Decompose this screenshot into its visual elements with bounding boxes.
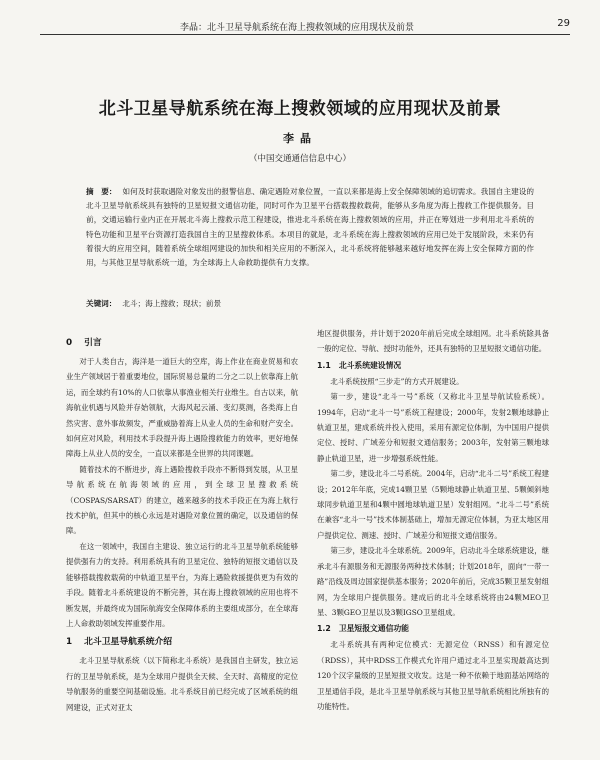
section-heading-beidou (66, 631, 298, 653)
section-number: 0 (66, 338, 73, 348)
paragraph: 北斗系统具有两种定位模式：无源定位（RNSS）和有源定位（RDSS），其中RDSS工作模式允许用户通过北斗卫星实现最高达到120个汉字量级的卫星短报文收发。这是一种不依赖于地面基站网络的卫星通信手段，是北斗卫星导航系统与其他卫星导航系统相比所独有的功能特性。 (317, 640, 549, 711)
page-number: 29 (557, 18, 570, 29)
section-number: 1 (66, 637, 73, 648)
subsection-number: 1.2 (317, 624, 331, 634)
subsection-title: 北斗系统建设情况 (338, 360, 402, 370)
paragraph: 第一步，建设“北斗一号”系统（又称北斗卫星导航试验系统）。1994年，启动“北斗一号”系统工程建设；2000年，发射2颗地球静止轨道卫星，建成系统并投入使用，采用有源定位体制，为中国用户提供定位、授时、广域差分和短报文通信服务；2003年，发射第三颗地球静止轨道卫星，进一步增强系统性能。 (317, 392, 549, 463)
section-title: 引言 (84, 338, 102, 348)
paper-title: 北斗卫星导航系统在海上搜救领域的应用现状及前景 (98, 99, 502, 119)
abstract-label: 摘 要： (86, 187, 117, 196)
section-title: 北斗卫星导航系统介绍 (84, 637, 173, 648)
paragraph: 北斗卫星导航系统（以下简称北斗系统）是我国自主研发，独立运行的卫星导航系统，是为全球用户提供全天候、全天时、高精度的定位导航服务的重要空间基础设施。北斗系统目前已经完成了区域系统的组网建设，正式对亚太 (66, 656, 298, 712)
subsection-heading-short-message (317, 620, 549, 637)
keywords (86, 297, 534, 311)
abstract (86, 185, 534, 270)
right-column (317, 326, 549, 714)
paragraph: 第二步，建设北斗二号系统。2004年，启动“北斗二号”系统工程建设；2012年年底，完成14颗卫星（5颗地球静止轨道卫星、5颗倾斜地球同步轨道卫星和4颗中圆地球轨道卫星）发射组网。“北斗二号”系统在兼容“北斗一号”技术体制基础上，增加无源定位体制，为亚太地区用户提供定位、测速、授时、广域差分和短报文通信服务。 (317, 469, 549, 540)
paragraph: 随着技术的不断进步，海上遇险搜救手段亦不断得到发展，从卫星导航系统在航海领域的应用，到全球卫星搜救系统（COSPAS/SARSAT）的建立，越来越多的技术手段正在为海上航行技术护航，但其中的核心永远是对遇险对象位置的确定，以及通信的保障。 (66, 464, 298, 536)
subsection-heading-construction (317, 357, 549, 374)
left-column (66, 332, 298, 715)
paragraph: 第三步，建设北斗全球系统。2009年，启动北斗全球系统建设，继承北斗有源服务和无源服务两种技术体制；计划2018年，面向“一带一路”沿线及周边国家提供基本服务；2020年前后，完成35颗卫星发射组网，为全球用户提供服务。建成后的北斗全球系统将由24颗MEO卫星、3颗GEO卫星以及3颗IGSO卫星组成。 (317, 546, 549, 617)
paragraph: 地区提供服务，并计划于2020年前后完成全球组网。北斗系统除具备一般的定位、导航、授时功能外，还具有独特的卫星短报文通信功能。 (317, 329, 549, 354)
section-heading-intro (66, 332, 298, 354)
author: 李晶 (283, 132, 317, 145)
running-header-text: 李晶：北斗卫星导航系统在海上搜救领域的应用现状及前景 (180, 23, 415, 33)
paragraph: 北斗系统按照“三步走”的方式开展建设。 (330, 376, 464, 386)
abstract-text: 如何及时获取遇险对象发出的报警信息、确定遇险对象位置，一直以来都是海上安全保障领域的追切需求。我国自主建设的北斗卫星导航系统具有独特的卫星短报文通信功能，同时可作为卫星平台搭载搜救载荷，能够从多角度为海上搜救工作提供服务。目前，交通运输行业内正在开展北斗海上搜救示范工程建设，推进北斗系统在海上搜救领域的应用，并正在筹划进一步利用北斗系统的特色功能和卫星平台资源打造我国自主的卫星搜救体系。本项目的就是，北斗系统在海上搜救领域的应用已处于发展阶段，未来仍有着很大的应用空间，随着系统全球组网建设的加快和相关应用的不断深入，北斗系统将能够越来越好地发挥在海上安全保障方面的作用，与其他卫星导航系统一道，为全球海上人命救助提供有力支撑。 (86, 187, 534, 268)
subsection-number: 1.1 (317, 360, 331, 370)
keywords-label: 关键词： (86, 299, 117, 308)
keywords-text: 北斗；海上搜救；现状；前景 (122, 299, 222, 308)
running-header (40, 14, 570, 35)
subsection-title: 卫星短报文通信功能 (338, 624, 409, 634)
affiliation: （中国交通通信信息中心） (248, 154, 351, 164)
paragraph: 在这一领域中，我国自主建设、独立运行的北斗卫星导航系统能够提供强有力的支持。利用系统具有的卫星定位、独特的短报文通信以及能够搭载搜救载荷的中轨道卫星平台，为海上遇险救援提供更为有效的手段。随着北斗系统建设的不断完善，其在海上搜救领域的应用也将不断发展，并最终成为国际航海安全保障体系的主要组成部分，在全球海上人命救助领域发挥重要作用。 (66, 541, 298, 628)
paragraph: 对于人类自古，海洋是一道巨大的空库，海上作业在商业贸易和农业生产领域居于着重要地位，国际贸易总量的二分之二以上依靠海上航运，而全球约有10%的人口依靠从事渔业相关行业维生。自古以来，航海航业机遇与风险并存始领航，大海风起云涌、变幻莫测，各类海上自然灾害、意外事故频发，严重威胁着海上从业人员的生命和财产安全。如何应对风险，利用技术手段提升海上遇险搜救能力的效率，更好地保障海上从业人员的安全，一直以来都是全世界的共同课题。 (66, 357, 298, 459)
